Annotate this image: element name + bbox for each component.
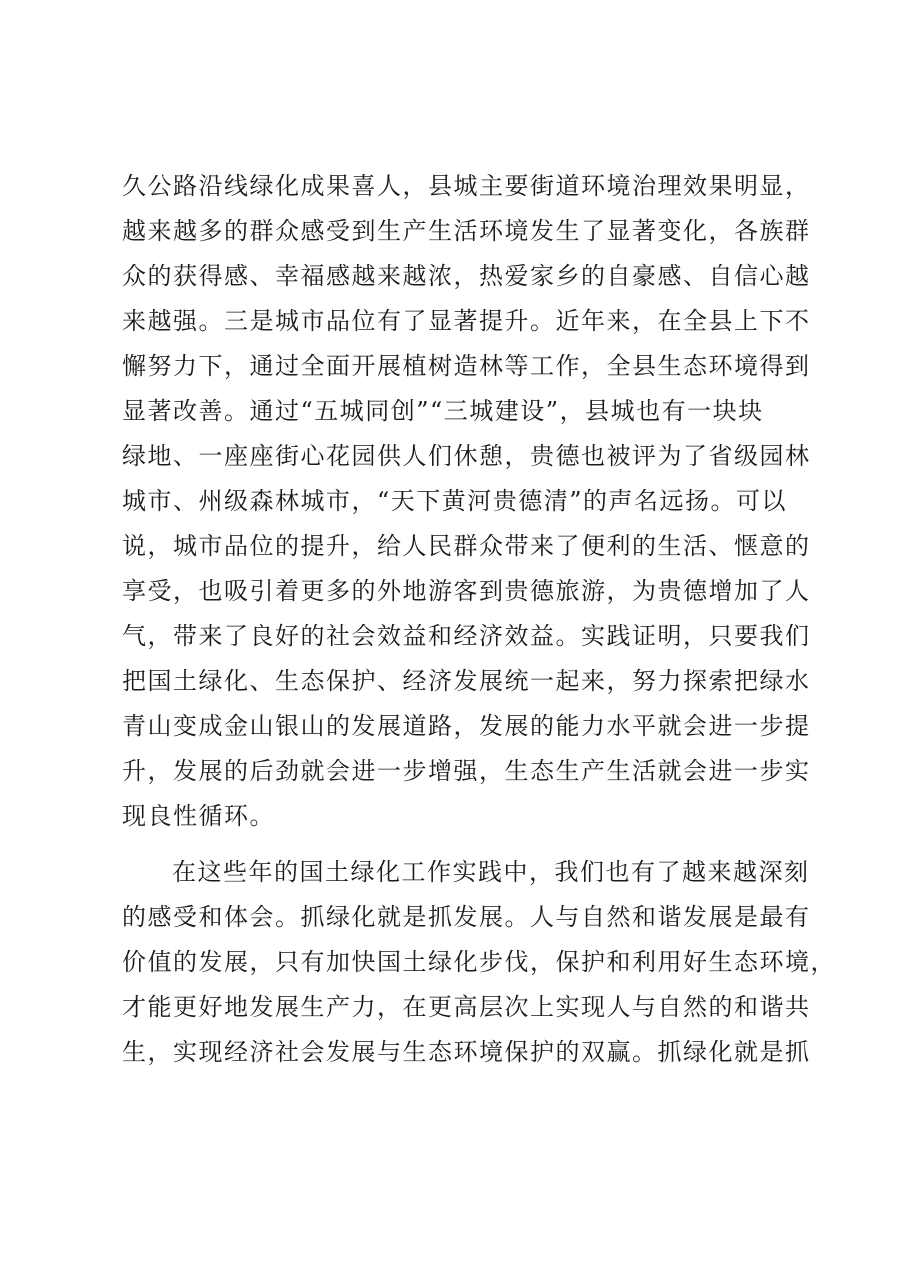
paragraph-1-line-6: 显著改善。通过“五城同创”“三城建设”，县城也有一块块 (122, 397, 764, 425)
paragraph-1-line-15: 现良性循环。 (122, 802, 275, 830)
paragraph-1-line-7: 绿地、一座座街心花园供人们休憩，贵德也被评为了省级园林 (122, 442, 811, 470)
paragraph-1-line-3: 众的获得感、幸福感越来越浓，热爱家乡的自豪感、自信心越 (122, 262, 811, 290)
paragraph-1-line-13: 青山变成金山银山的发展道路，发展的能力水平就会进一步提 (122, 712, 811, 740)
paragraph-1-line-10: 享受，也吸引着更多的外地游客到贵德旅游，为贵德增加了人 (122, 577, 811, 605)
paragraph-2-line-4: 才能更好地发展生产力，在更高层次上实现人与自然的和谐共 (122, 993, 811, 1021)
paragraph-1-line-4: 来越强。三是城市品位有了显著提升。近年来，在全县上下不 (122, 307, 811, 335)
paragraph-2-line-2: 的感受和体会。抓绿化就是抓发展。人与自然和谐发展是最有 (122, 903, 811, 931)
paragraph-2-line-3: 价值的发展，只有加快国土绿化步伐，保护和利用好生态环境， (122, 948, 836, 976)
paragraph-2-line-1: 在这些年的国土绿化工作实践中，我们也有了越来越深刻 (172, 858, 810, 886)
paragraph-1-line-8: 城市、州级森林城市，“天下黄河贵德清”的声名远扬。可以 (122, 487, 788, 515)
paragraph-1-line-9: 说，城市品位的提升，给人民群众带来了便利的生活、惬意的 (122, 532, 811, 560)
paragraph-1-line-11: 气，带来了良好的社会效益和经济效益。实践证明，只要我们 (122, 622, 811, 650)
paragraph-1-line-1: 久公路沿线绿化成果喜人，县城主要街道环境治理效果明显， (122, 172, 811, 200)
paragraph-1-line-12: 把国土绿化、生态保护、经济发展统一起来，努力探索把绿水 (122, 667, 811, 695)
paragraph-1-line-14: 升，发展的后劲就会进一步增强，生态生产生活就会进一步实 (122, 757, 811, 785)
paragraph-2-line-5: 生，实现经济社会发展与生态环境保护的双赢。抓绿化就是抓 (122, 1038, 811, 1066)
paragraph-1-line-5: 懈努力下，通过全面开展植树造林等工作，全县生态环境得到 (122, 352, 811, 380)
paragraph-1-line-2: 越来越多的群众感受到生产生活环境发生了显著变化，各族群 (122, 217, 811, 245)
